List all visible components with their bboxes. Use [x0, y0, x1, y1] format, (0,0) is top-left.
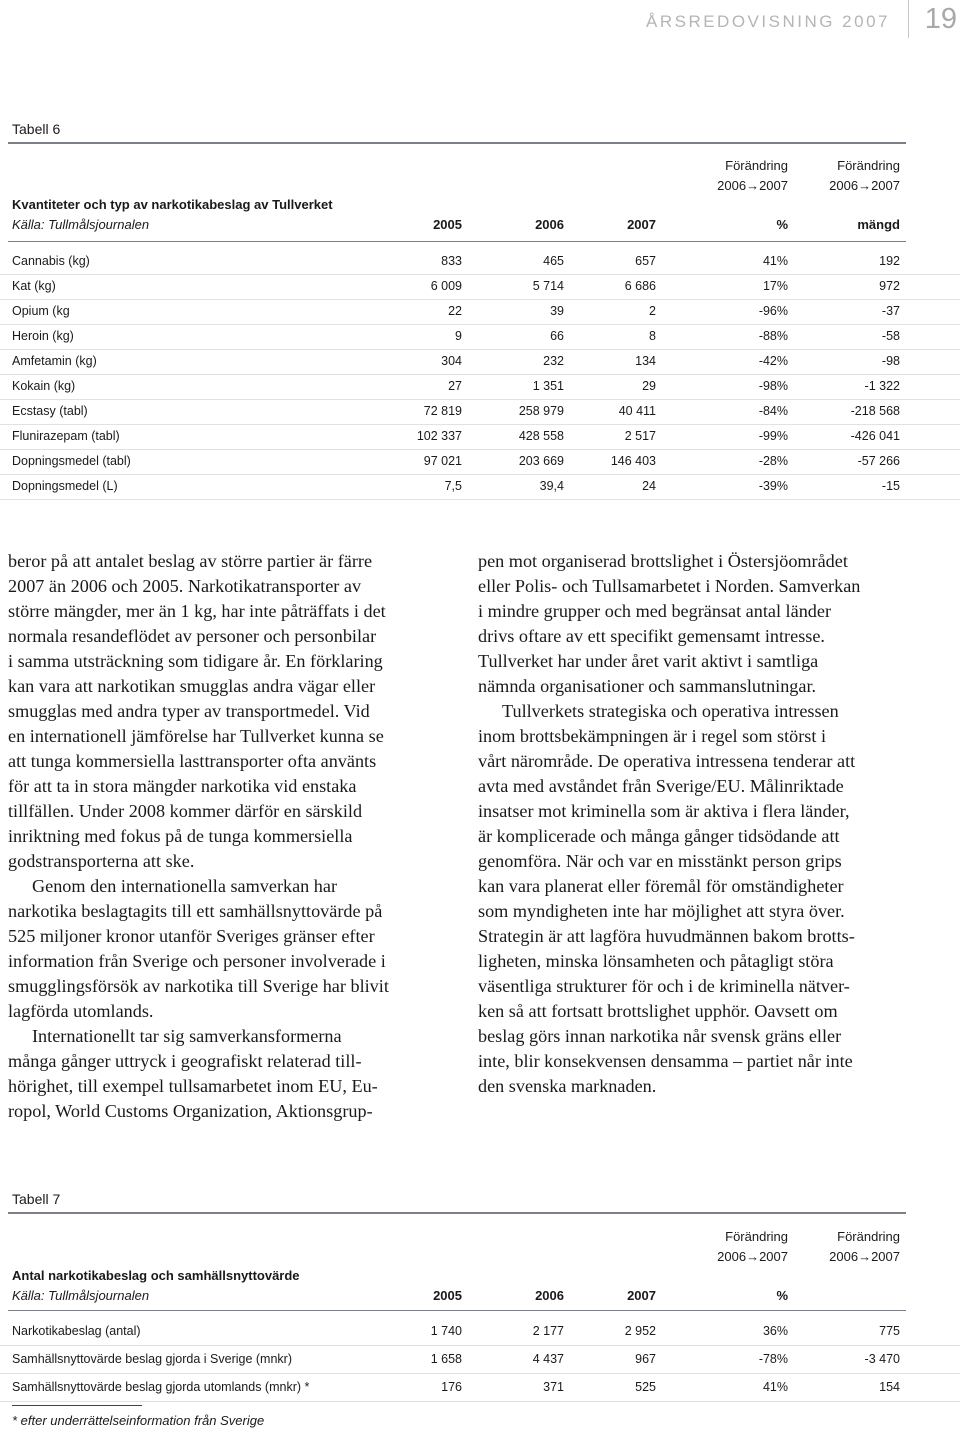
- table6-row: [0, 450, 960, 475]
- table6-row-label: Flunirazepam (tabl): [12, 429, 120, 443]
- table6-cell: -84%: [758, 404, 788, 418]
- table6-cell: -426 041: [850, 429, 900, 443]
- table7-col-2006: 2006: [535, 1288, 564, 1303]
- table6-cell: 8: [649, 329, 656, 343]
- table6-cell: 972: [879, 279, 900, 293]
- table6-cell: 39: [550, 304, 564, 318]
- table6-col-qty: mängd: [857, 217, 900, 232]
- table6-change-qty-word: Förändring: [837, 158, 900, 173]
- table7-source: Källa: Tullmålsjournalen: [12, 1288, 150, 1303]
- table7-cell: 775: [879, 1324, 900, 1338]
- table7-row: [0, 1346, 960, 1374]
- text-line: en internationell jämförelse har Tullverket kunna se: [8, 726, 384, 746]
- table6-row: [0, 325, 960, 350]
- text-line: genomföra. När och var en misstänkt person grips: [478, 851, 842, 871]
- table6-cell: 833: [441, 254, 462, 268]
- table6-cell: -39%: [758, 479, 788, 493]
- table7-cell: 525: [635, 1380, 656, 1394]
- table6-row-label: Dopningsmedel (tabl): [12, 454, 131, 468]
- table7-cell: 154: [879, 1380, 900, 1394]
- text-line: ropol, World Customs Organization, Aktionsgrup-: [8, 1101, 373, 1121]
- text-line: smugglas med andra typer av transportmedel. Vid: [8, 701, 370, 721]
- table7-cell: 2 952: [624, 1324, 656, 1338]
- table6-title: Kvantiteter och typ av narkotikabeslag av Tullverket: [12, 197, 333, 212]
- table6-cell: -37: [881, 304, 900, 318]
- table6-cell: 2 517: [624, 429, 656, 443]
- text-line: tillfällen. Under 2008 kommer därför en särskild: [8, 801, 363, 821]
- table6-change-pct-word: Förändring: [725, 158, 788, 173]
- table6-row-label: Cannabis (kg): [12, 254, 90, 268]
- table6-cell: 7,5: [444, 479, 462, 493]
- text-line: beror på att antalet beslag av större partier är färre: [8, 551, 373, 571]
- text-line: som myndigheten inte har möjlighet att styra över.: [478, 901, 845, 921]
- table7-cell: 176: [441, 1380, 462, 1394]
- table6-cell: -99%: [758, 429, 788, 443]
- footnote: * efter underrättelseinformation från Sverige: [12, 1413, 265, 1428]
- text-line: beslag görs innan narkotika når svensk gräns eller: [478, 1026, 842, 1046]
- table7-row-label: Samhällsnyttovärde beslag gjorda utomlands (mnkr) *: [12, 1380, 310, 1394]
- table6-cell: -15: [881, 479, 900, 493]
- table6-cell: 304: [441, 354, 462, 368]
- table6-row: [0, 350, 960, 375]
- table6-cell: 102 337: [416, 429, 462, 443]
- table6-header-rule: [8, 241, 906, 242]
- table6-cell: -42%: [758, 354, 788, 368]
- table7-change-qty-range: 2006→2007: [829, 1249, 900, 1264]
- text-line: hörighet, till exempel tullsamarbetet inom EU, Eu-: [8, 1076, 378, 1096]
- table6-cell: 146 403: [610, 454, 656, 468]
- text-line: i samma utsträckning som tidigare år. En förklaring: [8, 651, 383, 671]
- table6-row-label: Heroin (kg): [12, 329, 74, 343]
- text-line: 525 miljoner kronor utanför Sveriges gränser efter: [8, 926, 375, 946]
- table6-top-rule: [8, 142, 906, 144]
- table7-col-2007: 2007: [627, 1288, 656, 1303]
- text-line: att tunga kommersiella lasttransporter ofta använts: [8, 751, 377, 771]
- body-paragraph: [8, 549, 448, 874]
- table6-cell: 22: [448, 304, 462, 318]
- body-paragraph: [8, 874, 448, 1024]
- text-line: Tullverkets strategiska och operativa intressen: [502, 701, 839, 721]
- table6-row: [0, 475, 960, 500]
- table7-row: [0, 1318, 960, 1346]
- arrow-right-icon: →: [746, 1249, 760, 1264]
- table6-cell: 40 411: [618, 404, 656, 418]
- text-line: smugglingsförsök av narkotika till Sverige har blivit: [8, 976, 389, 996]
- table6-cell: -98: [881, 354, 900, 368]
- table7-row: [0, 1374, 960, 1402]
- table6-cell: 2: [649, 304, 656, 318]
- table6-cell: 232: [543, 354, 564, 368]
- text-line: kan vara att narkotikan smugglas andra vägar eller: [8, 676, 376, 696]
- table6-cell: -28%: [758, 454, 788, 468]
- table6-row: [0, 275, 960, 300]
- text-line: inom brottsbekämpningen är i regel som störst i: [478, 726, 827, 746]
- table6-cell: -88%: [758, 329, 788, 343]
- text-line: information från Sverige och personer involverade i: [8, 951, 386, 971]
- table7-cell: 2 177: [532, 1324, 564, 1338]
- table6-col-2006: 2006: [535, 217, 564, 232]
- table7-cell: -3 470: [864, 1352, 900, 1366]
- arrow-right-icon: →: [858, 178, 872, 193]
- footnote-rule: [12, 1405, 142, 1406]
- table6-row: [0, 300, 960, 325]
- table6-cell: 657: [635, 254, 656, 268]
- text-line: är komplicerade och många gånger tidsödande att: [478, 826, 840, 846]
- text-line: ligheten, minska lönsamheten och påtagligt störa: [478, 951, 834, 971]
- document-title: ÅRSREDOVISNING 2007: [645, 12, 890, 31]
- text-line: normala resandeflödet av personer och personbilar: [8, 626, 377, 646]
- table7-change-qty-word: Förändring: [837, 1229, 900, 1244]
- table6-cell: 203 669: [518, 454, 564, 468]
- text-line: godstransporterna att ske.: [8, 851, 195, 871]
- table7-col-pct: %: [776, 1288, 788, 1303]
- body-column-right: [478, 549, 918, 1099]
- text-line: Internationellt tar sig samverkansformerna: [32, 1026, 342, 1046]
- table6-cell: 192: [879, 254, 900, 268]
- text-line: vårt närområde. De operativa intressena tenderar att: [478, 751, 856, 771]
- table6-cell: -96%: [758, 304, 788, 318]
- text-line: kan vara planerat eller föremål för omständigheter: [478, 876, 844, 896]
- table7-cell: 1 740: [430, 1324, 462, 1338]
- table7-change-pct-word: Förändring: [725, 1229, 788, 1244]
- text-line: den svenska marknaden.: [478, 1076, 657, 1096]
- table6-cell: 465: [543, 254, 564, 268]
- table6-col-2007: 2007: [627, 217, 656, 232]
- body-paragraph: [8, 1024, 448, 1124]
- table6-row: [0, 250, 960, 275]
- text-line: insatser mot kriminella som är aktiva i flera länder,: [478, 801, 850, 821]
- text-line: Strategin är att lagföra huvudmännen bakom brotts-: [478, 926, 855, 946]
- table6-cell: 24: [642, 479, 656, 493]
- text-line: 2007 än 2006 och 2005. Narkotikatransporter av: [8, 576, 362, 596]
- table6-source: Källa: Tullmålsjournalen: [12, 217, 150, 232]
- page-number: 19: [924, 3, 957, 35]
- table6-cell: 97 021: [423, 454, 462, 468]
- table6-change-qty-range: 2006→2007: [829, 178, 900, 193]
- table6-cell: 6 686: [624, 279, 656, 293]
- arrow-right-icon: →: [746, 178, 760, 193]
- text-line: drivs oftare av ett specifikt gemensamt intresse.: [478, 626, 825, 646]
- table6-cell: -98%: [758, 379, 788, 393]
- table6-row-label: Dopningsmedel (L): [12, 479, 118, 493]
- table6-cell: 29: [642, 379, 656, 393]
- table7-cell: 4 437: [532, 1352, 564, 1366]
- table7-cell: 36%: [762, 1324, 788, 1338]
- table6-cell: 258 979: [518, 404, 564, 418]
- running-header: [0, 0, 960, 40]
- table6-row-label: Amfetamin (kg): [12, 354, 97, 368]
- table6-row-label: Kokain (kg): [12, 379, 76, 393]
- table6-cell: 9: [455, 329, 462, 343]
- table6-cell: 5 714: [532, 279, 564, 293]
- table6-row: [0, 400, 960, 425]
- text-line: ken så att fortsatt brottslighet upphör. Oavsett om: [478, 1001, 838, 1021]
- table6-cell: 66: [550, 329, 564, 343]
- text-line: Genom den internationella samverkan har: [32, 876, 338, 896]
- text-line: inte, blir konsekvensen densamma – partiet når inte: [478, 1051, 853, 1071]
- table6-col-2005: 2005: [433, 217, 462, 232]
- table6-cell: -218 568: [850, 404, 900, 418]
- text-line: pen mot organiserad brottslighet i Östersjöområdet: [478, 551, 848, 571]
- table6-cell: 428 558: [518, 429, 564, 443]
- table7-cell: 41%: [762, 1380, 788, 1394]
- table6-cell: -58: [881, 329, 900, 343]
- text-line: större mängder, mer än 1 kg, har inte påträffats i det: [8, 601, 386, 621]
- table6-row-label: Opium (kg: [12, 304, 70, 318]
- text-line: inriktning med fokus på de tunga kommersiella: [8, 826, 353, 846]
- table7-col-2005: 2005: [433, 1288, 462, 1303]
- table6-cell: 134: [635, 354, 656, 368]
- table7-top-rule: [8, 1212, 906, 1214]
- table7-row-label: Samhällsnyttovärde beslag gjorda i Sverige (mnkr): [12, 1352, 292, 1366]
- text-line: lagförda utomlands.: [8, 1001, 154, 1021]
- table6-cell: 39,4: [539, 479, 564, 493]
- text-line: narkotika beslagtagits till ett samhällsnyttovärde på: [8, 901, 383, 921]
- table7-cell: 967: [635, 1352, 656, 1366]
- table7-cell: -78%: [758, 1352, 788, 1366]
- table6-cell: 72 819: [423, 404, 462, 418]
- text-line: nämnda organisationer och sammanslutningar.: [478, 676, 817, 696]
- text-line: många gånger uttryck i geografiskt relaterad till-: [8, 1051, 362, 1071]
- table6-label: Tabell 6: [12, 121, 61, 137]
- body-paragraph: [478, 549, 918, 699]
- arrow-right-icon: →: [858, 1249, 872, 1264]
- table6-cell: 27: [448, 379, 462, 393]
- body-column-left: [8, 549, 448, 1124]
- table6-change-pct-range: 2006→2007: [717, 178, 788, 193]
- table6-row: [0, 425, 960, 450]
- text-line: för att ta in stora mängder narkotika vid enstaka: [8, 776, 357, 796]
- text-line: i mindre grupper och med begränsat antal länder: [478, 601, 832, 621]
- table7-cell: 1 658: [430, 1352, 462, 1366]
- table7-label: Tabell 7: [12, 1191, 61, 1207]
- table7-change-pct-range: 2006→2007: [717, 1249, 788, 1264]
- table7-header-rule: [8, 1310, 906, 1311]
- table6-row-label: Ecstasy (tabl): [12, 404, 88, 418]
- table7-cell: 371: [543, 1380, 564, 1394]
- table6-cell: -57 266: [857, 454, 900, 468]
- table6-row-label: Kat (kg): [12, 279, 56, 293]
- table6-cell: 1 351: [532, 379, 564, 393]
- table6-cell: 41%: [762, 254, 788, 268]
- text-line: väsentliga strukturer för och i de kriminella nätver-: [478, 976, 850, 996]
- body-paragraph: [478, 699, 918, 1099]
- text-line: Tullverket har under året varit aktivt i samtliga: [478, 651, 819, 671]
- table6-col-pct: %: [776, 217, 788, 232]
- header-divider: [908, 0, 909, 38]
- table7-title: Antal narkotikabeslag och samhällsnyttovärde: [12, 1268, 300, 1283]
- table6-cell: 6 009: [430, 279, 462, 293]
- table6-cell: -1 322: [864, 379, 900, 393]
- table7-row-label: Narkotikabeslag (antal): [12, 1324, 141, 1338]
- text-line: eller Polis- och Tullsamarbetet i Norden. Samverkan: [478, 576, 861, 596]
- table6-row: [0, 375, 960, 400]
- table6-cell: 17%: [762, 279, 788, 293]
- text-line: avta med avståndet från Sverige/EU. Målinriktade: [478, 776, 844, 796]
